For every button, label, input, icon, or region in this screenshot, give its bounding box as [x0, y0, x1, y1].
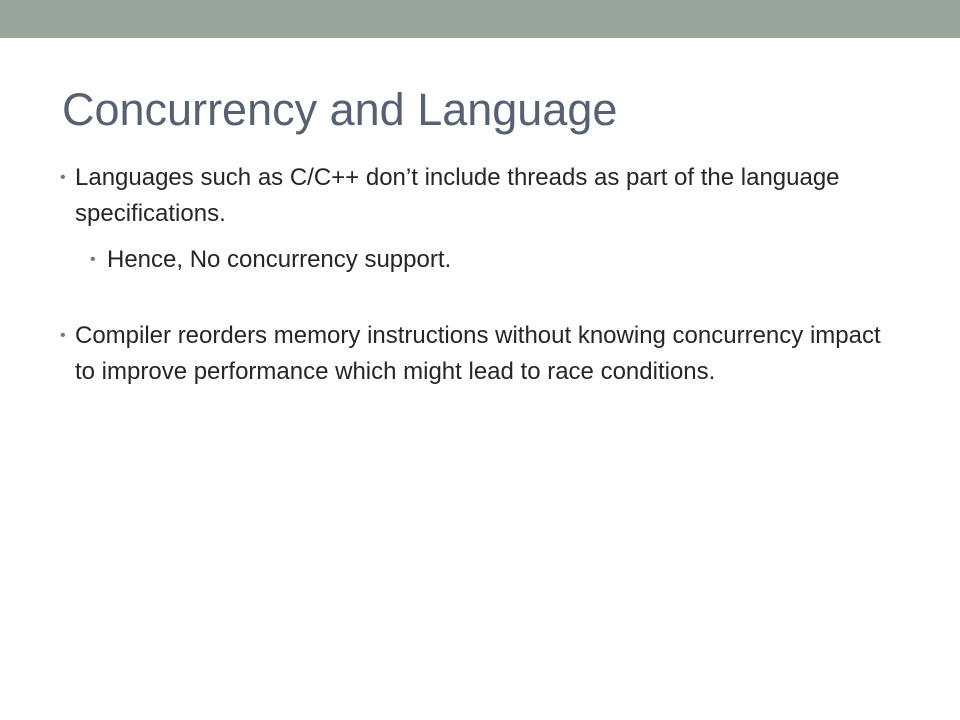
bullet-text: Hence, No concurrency support.: [107, 246, 452, 273]
top-accent-bar: [0, 0, 960, 38]
bullet-dot-icon: •: [60, 327, 66, 344]
sub-bullet-item-hence: [60, 242, 900, 278]
bullet-text: Compiler reorders memory instructions without knowing concurrency impact to improve performance which might lead to race conditions.: [75, 322, 881, 385]
bullet-item-compiler: [60, 318, 900, 390]
slide-content: [60, 160, 900, 390]
bullet-text: Languages such as C/C++ don’t include threads as part of the language specifications.: [75, 164, 840, 227]
bullet-dot-icon: •: [90, 251, 96, 268]
slide-title: Concurrency and Language: [62, 84, 618, 135]
bullet-dot-icon: •: [60, 169, 66, 186]
bullet-item-languages: [60, 160, 900, 232]
